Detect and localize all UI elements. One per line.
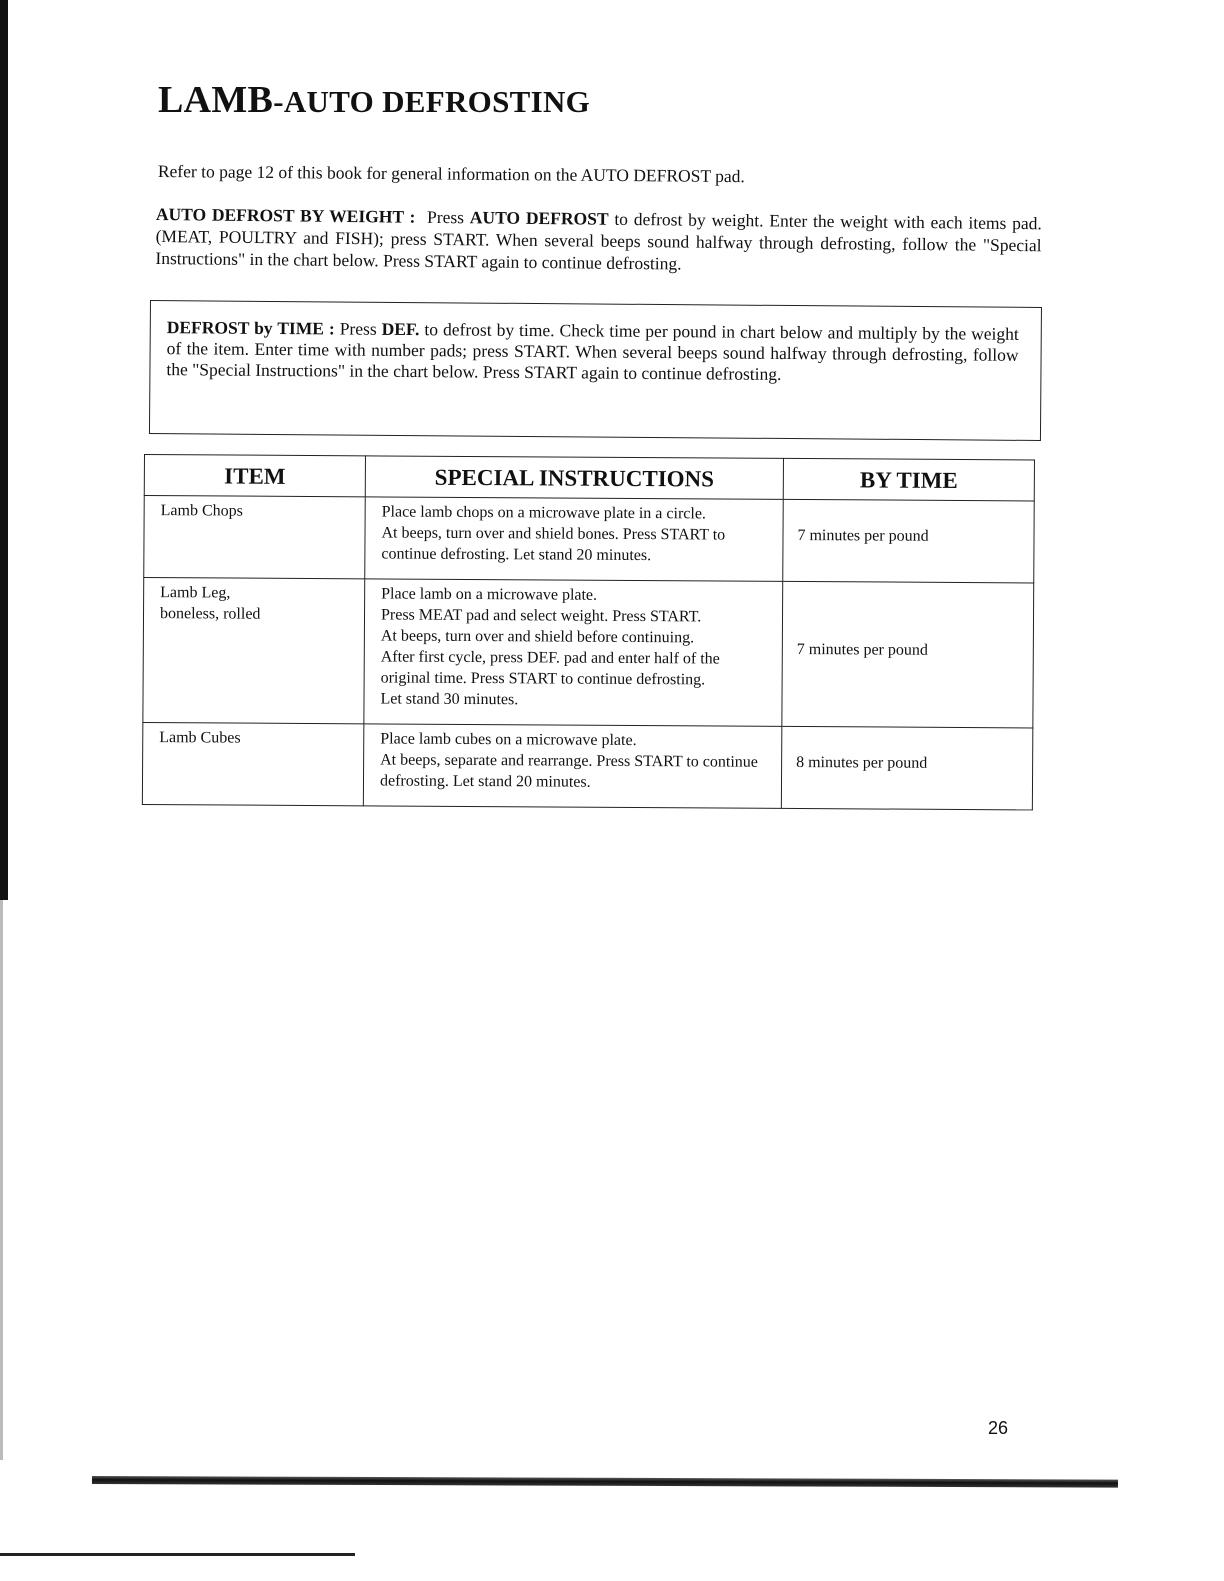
defrost-by-time-paragraph [166, 317, 1018, 387]
time-cell: 7 minutes per pound [783, 499, 1034, 583]
table-row [142, 722, 1032, 809]
time-pre: Press [334, 318, 382, 339]
time-button-name: DEF. [381, 318, 420, 340]
instruction-line: Place lamb on a microwave plate. [381, 585, 598, 604]
header-by-time: BY TIME [783, 458, 1034, 501]
time-cell: 8 minutes per pound [781, 726, 1032, 810]
item-cell [143, 578, 365, 724]
table-row [144, 496, 1034, 583]
instruction-line: Press MEAT pad and select weight. Press START. [380, 606, 702, 626]
title-main: LAMB [158, 79, 274, 121]
instruction-line: At beeps, separate and rearrange. Press START to continue defrosting. Let stand 20 minutes. [379, 751, 758, 791]
header-special-instructions: SPECIAL INSTRUCTIONS [365, 456, 783, 500]
time-cell: 7 minutes per pound [782, 581, 1034, 728]
instructions-cell [365, 497, 783, 582]
weight-button-name: AUTO DEFROST [469, 207, 609, 229]
defrost-chart [142, 454, 1034, 810]
time-label: DEFROST by TIME : [166, 317, 335, 339]
time-text: to defrost by time. Check time per pound in chart below and multiply by the weight of the item. Enter time with number pads; press START. When several beeps sound halfway through defrosting, follow the "Special Instructions" in the chart below. Press START again to continue defrosting. [166, 319, 1019, 384]
instruction-line: At beeps, turn over and shield before continuing. [380, 627, 695, 647]
intro-paragraph: Refer to page 12 of this book for general information on the AUTO DEFROST pad. [157, 160, 745, 187]
item-cell [142, 722, 363, 805]
title-rest: -AUTO DEFROSTING [273, 84, 591, 119]
weight-label: AUTO DEFROST BY WEIGHT : [155, 203, 416, 227]
instruction-line: Let stand 30 minutes. [380, 690, 519, 709]
defrost-by-time-box [149, 300, 1042, 441]
item-line: Lamb Cubes [159, 729, 241, 747]
instruction-line: After first cycle, press DEF. pad and enter half of the original time. Press START to continue defrosting. [380, 648, 720, 689]
instructions-cell [363, 724, 781, 809]
scan-edge-bar-faint [0, 900, 3, 1460]
weight-pre: Press [426, 206, 470, 228]
defrost-table [142, 454, 1035, 810]
scan-bottom-line [0, 1553, 355, 1556]
item-line: Lamb Leg, [160, 584, 231, 602]
instruction-line: Place lamb chops on a microwave plate in a circle. [381, 503, 707, 523]
table-header-row [144, 455, 1034, 501]
weight-text: to defrost by weight. Enter the weight with each items pad.(MEAT, POULTRY and FISH); press START. When several beeps sound halfway through defrosting, follow the "Special Instructions" in the chart below. Press START again to continue defrosting. [155, 208, 1042, 274]
instructions-cell [364, 579, 783, 727]
item-cell [144, 496, 365, 579]
footer-rule [92, 1476, 1118, 1488]
page-number: 26 [988, 1418, 1009, 1438]
page-title [158, 78, 590, 122]
item-line: boneless, rolled [159, 605, 261, 623]
scan-edge-bar [0, 0, 8, 900]
header-item: ITEM [144, 455, 365, 497]
auto-defrost-by-weight-paragraph [155, 203, 1042, 278]
instruction-line: At beeps, turn over and shield bones. Press START to continue defrosting. Let stand 20 minutes. [381, 524, 726, 565]
instruction-line: Place lamb cubes on a microwave plate. [380, 730, 637, 750]
item-line: Lamb Chops [160, 502, 243, 520]
table-row [143, 578, 1034, 728]
